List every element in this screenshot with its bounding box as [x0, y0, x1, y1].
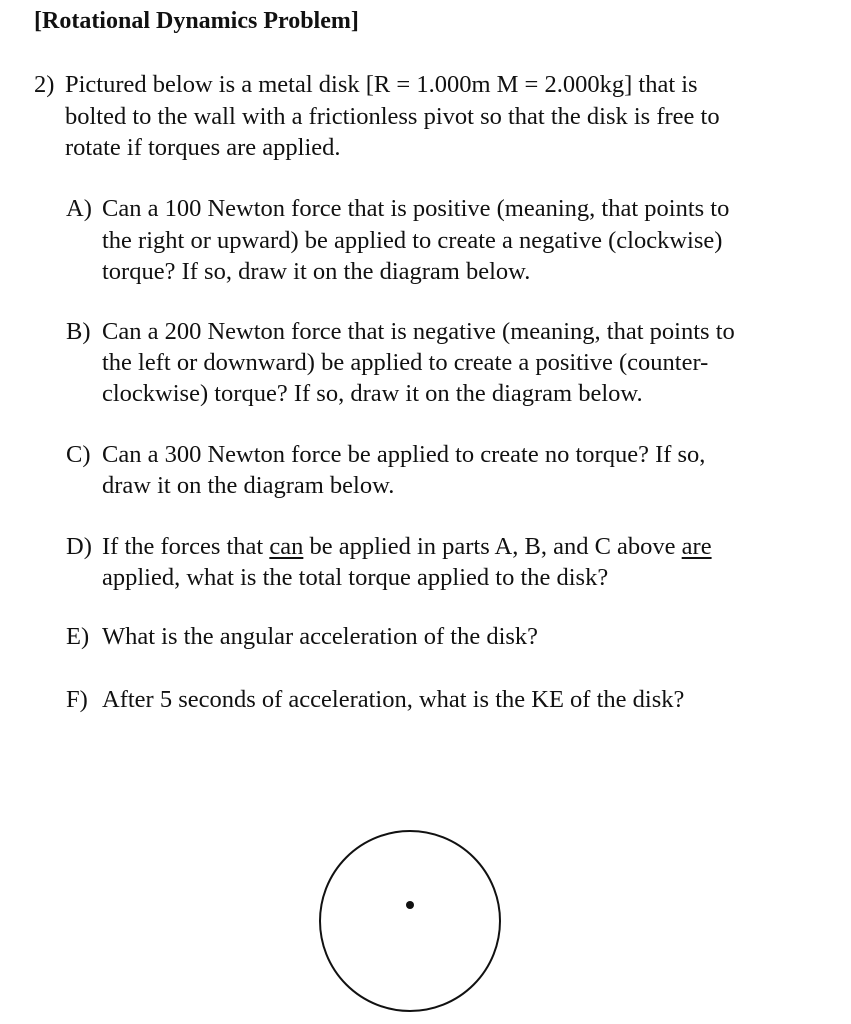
- part-c-label: C): [66, 441, 91, 468]
- part-c-text-line-1: Can a 300 Newton force be applied to create no torque? If so,: [102, 441, 706, 468]
- part-d-underlined-can: can: [269, 533, 304, 560]
- part-a-text-line-2: the right or upward) be applied to create a negative (clockwise): [102, 227, 723, 254]
- part-b-text-line-1: Can a 200 Newton force that is negative (meaning, that points to: [102, 318, 735, 345]
- page-heading: [Rotational Dynamics Problem]: [34, 8, 359, 34]
- part-d-label: D): [66, 533, 92, 560]
- problem-text-line-2: bolted to the wall with a frictionless pivot so that the disk is free to: [65, 103, 720, 130]
- part-c-text-line-2: draw it on the diagram below.: [102, 472, 395, 499]
- part-a-text-line-3: torque? If so, draw it on the diagram below.: [102, 258, 531, 285]
- part-d-text-c: be applied in parts A, B, and C above: [303, 533, 682, 560]
- disk-outline: [320, 831, 500, 1011]
- part-e-label: E): [66, 623, 90, 650]
- part-d-text-line-2: applied, what is the total torque applied to the disk?: [102, 564, 609, 591]
- problem-text-line-1: Pictured below is a metal disk [R = 1.000m M = 2.000kg] that is: [65, 71, 698, 98]
- disk-diagram: [310, 828, 510, 1018]
- problem-number: 2): [34, 71, 55, 98]
- part-b-label: B): [66, 318, 91, 345]
- problem-text-line-3: rotate if torques are applied.: [65, 134, 341, 161]
- part-b-text-line-3: clockwise) torque? If so, draw it on the diagram below.: [102, 380, 643, 407]
- part-b-text-line-2: the left or downward) be applied to create a positive (counter-: [102, 349, 709, 376]
- part-d-text-a: If the forces that: [102, 533, 270, 560]
- part-a-text-line-1: Can a 100 Newton force that is positive (meaning, that points to: [102, 195, 730, 222]
- part-f-text-line-1: After 5 seconds of acceleration, what is the KE of the disk?: [102, 686, 685, 713]
- part-f-label: F): [66, 686, 88, 713]
- part-e-text-line-1: What is the angular acceleration of the disk?: [102, 623, 539, 650]
- pivot-point: [406, 901, 414, 909]
- part-d-text-line-1: [102, 531, 712, 563]
- part-d-underlined-are: are: [681, 533, 712, 560]
- part-a-label: A): [66, 195, 92, 222]
